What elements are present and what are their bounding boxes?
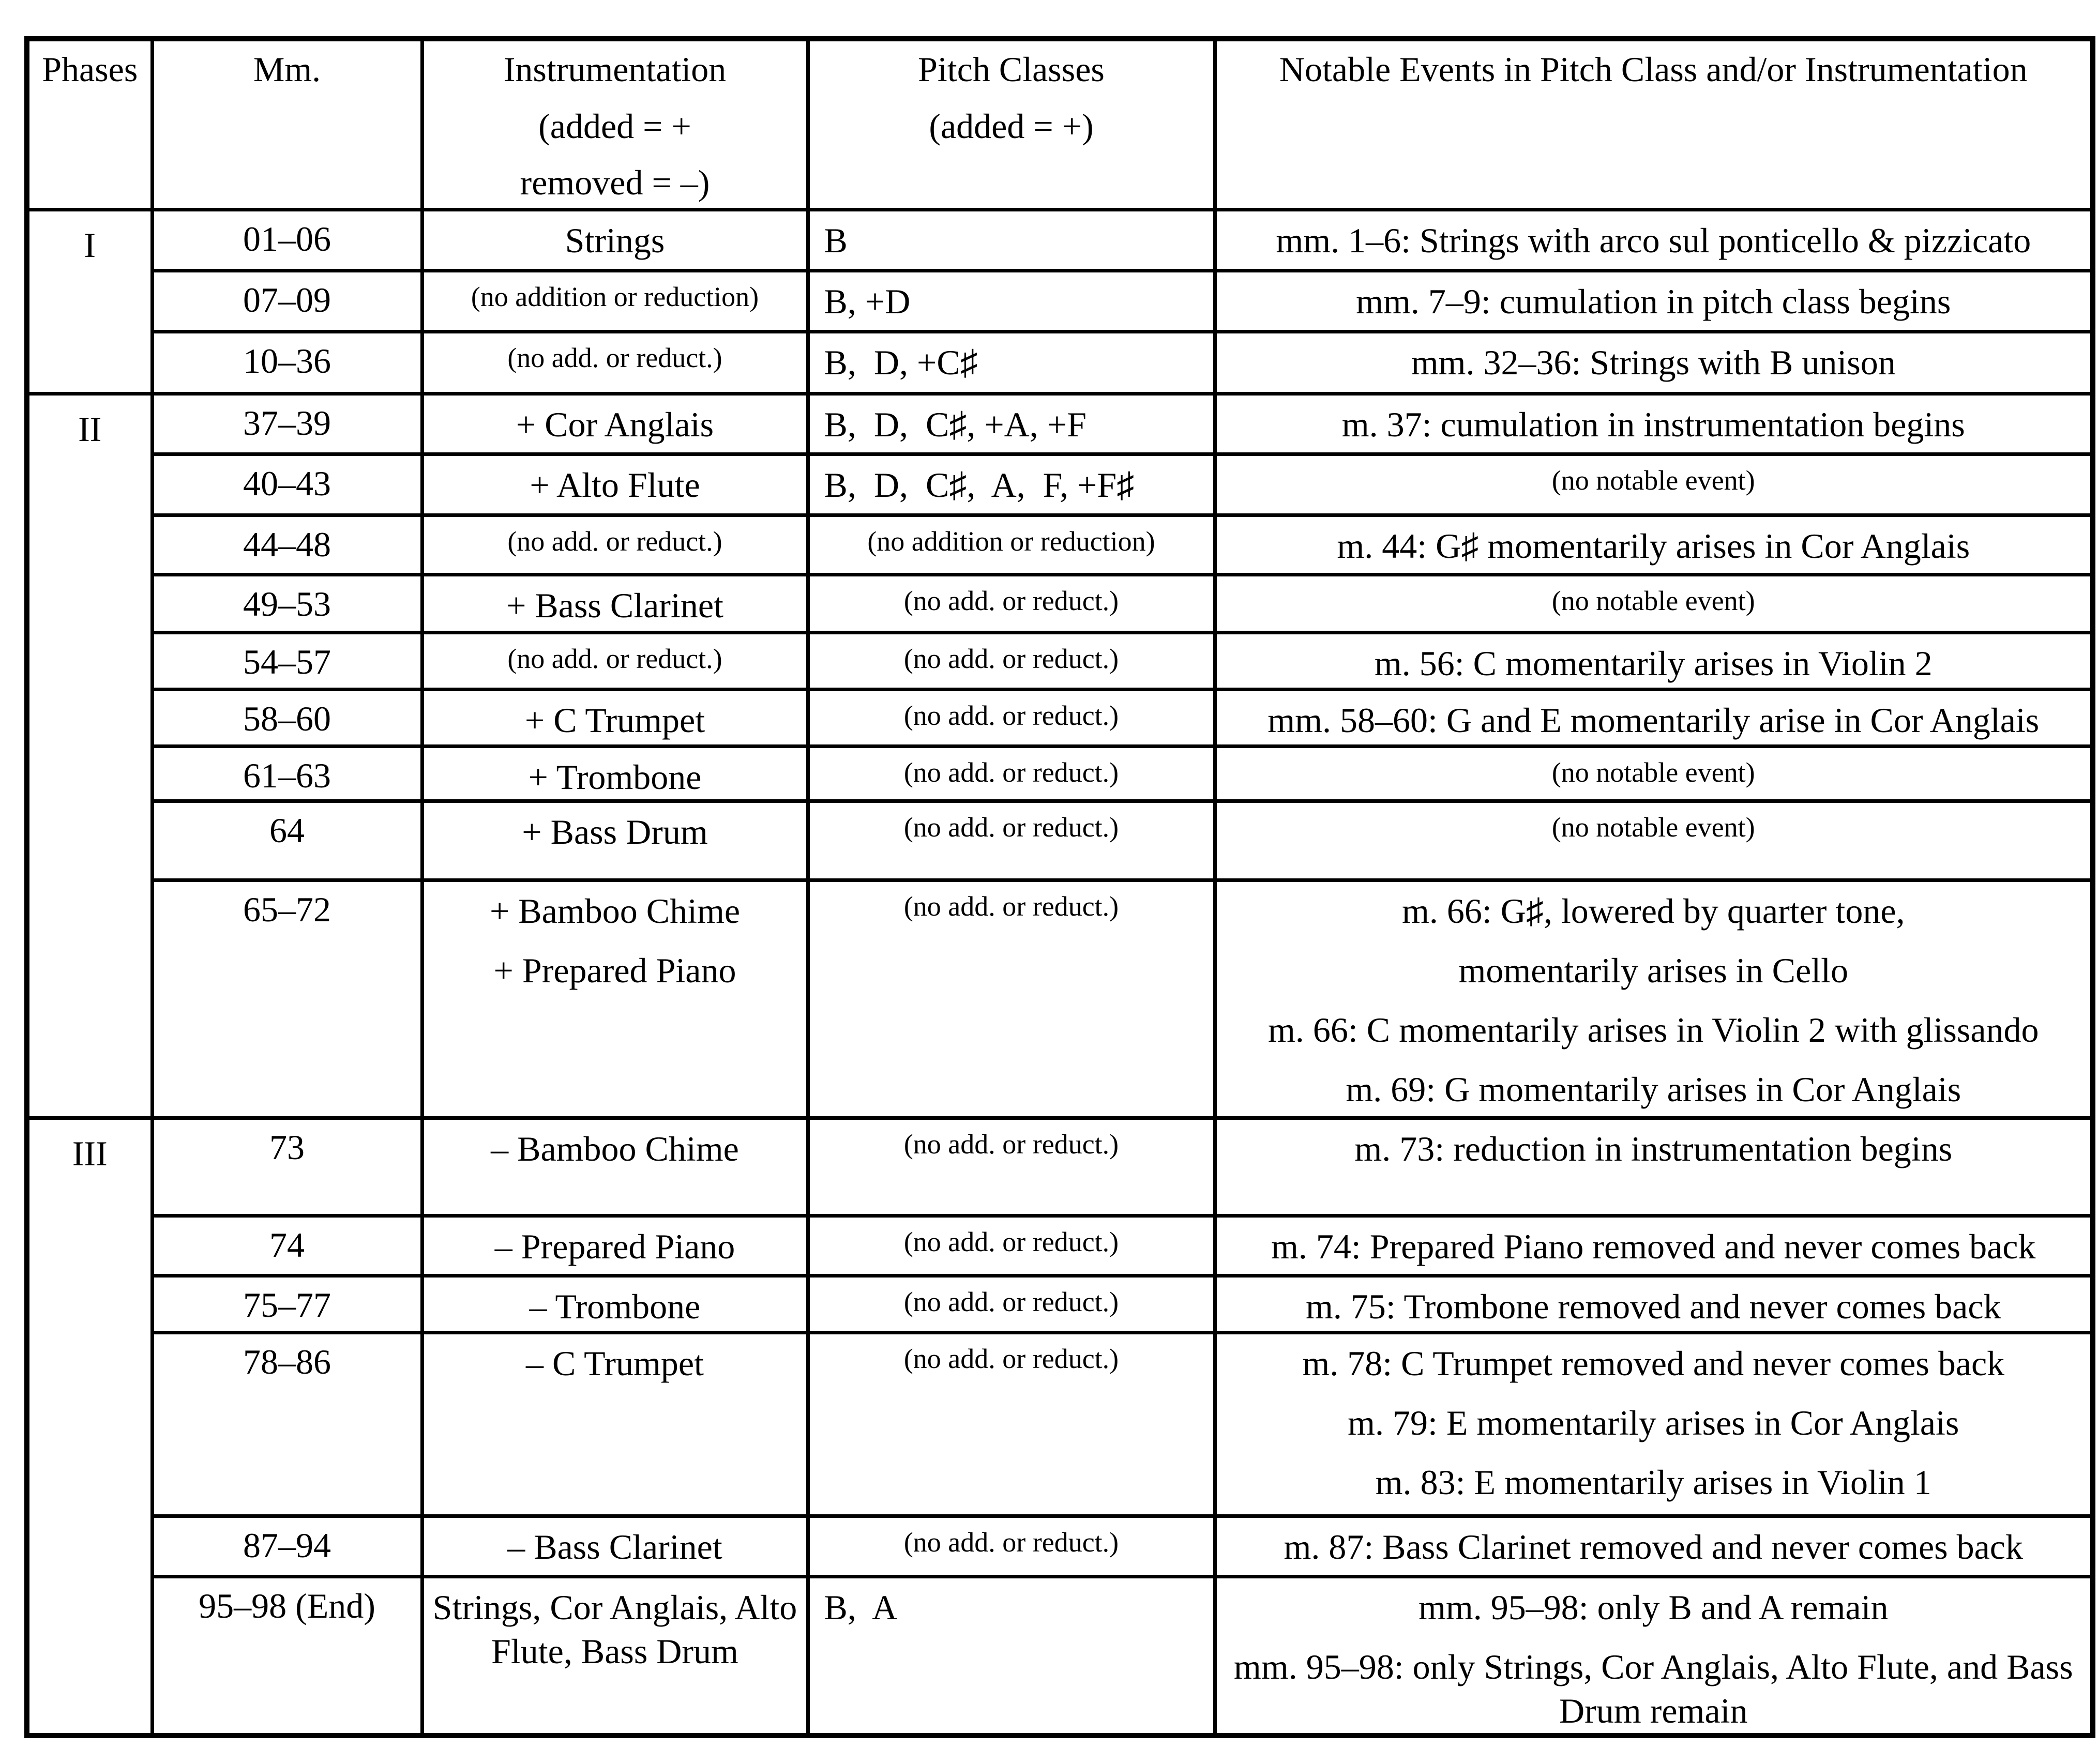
text-line: + Bamboo Chime — [489, 891, 741, 931]
instrumentation-cell — [422, 1332, 808, 1516]
text-line: (added = + — [538, 106, 691, 146]
table-row — [27, 270, 2093, 331]
pitch-classes-cell — [808, 746, 1215, 801]
text-line: Phases — [42, 50, 138, 89]
measures-cell: 44–48 — [152, 515, 422, 574]
text-line: (no add. or reduct.) — [903, 585, 1119, 616]
pitch-classes-cell — [808, 1576, 1215, 1736]
pitch-classes-cell — [808, 801, 1215, 880]
text-line: m. 66: G♯, lowered by quarter tone, — [1401, 891, 1905, 931]
measures-cell: 95–98 (End) — [152, 1576, 422, 1736]
pitch-classes-cell — [808, 393, 1215, 454]
measures-cell: 49–53 — [152, 574, 422, 632]
text-line: B — [824, 220, 848, 260]
pitch-classes-cell — [808, 1332, 1215, 1516]
text-line: Mm. — [253, 50, 321, 89]
pitch-classes-cell — [808, 1118, 1215, 1215]
notable-events-cell — [1215, 1576, 2093, 1736]
text-line: mm. 32–36: Strings with B unison — [1411, 342, 1896, 382]
measures-cell: 40–43 — [152, 454, 422, 515]
text-line: m. 44: G♯ momentarily arises in Cor Anglais — [1337, 526, 1970, 566]
text-line: m. 75: Trombone removed and never comes back — [1305, 1286, 2001, 1326]
text-line: (no add. or reduct.) — [507, 525, 722, 557]
measures-cell: 73 — [152, 1118, 422, 1215]
notable-events-cell — [1215, 515, 2093, 574]
pitch-classes-cell — [808, 1275, 1215, 1332]
phase-label-cell: II — [27, 393, 152, 1118]
table-row — [27, 1118, 2093, 1215]
notable-events-cell — [1215, 801, 2093, 880]
notable-events-cell — [1215, 1332, 2093, 1516]
text-line: mm. 1–6: Strings with arco sul ponticello & pizzicato — [1276, 220, 2031, 260]
notable-events-cell — [1215, 689, 2093, 746]
table-row — [27, 331, 2093, 393]
text-line: – Bamboo Chime — [491, 1129, 739, 1168]
notable-events-cell — [1215, 209, 2093, 270]
text-line: (no add. or reduct.) — [903, 1226, 1119, 1257]
col-header-mm — [152, 39, 422, 209]
text-line: (added = +) — [929, 106, 1094, 146]
table-row — [27, 1516, 2093, 1576]
text-line: (no add. or reduct.) — [903, 1526, 1119, 1558]
text-line: Strings, Cor Anglais, Alto Flute, Bass Drum — [432, 1587, 797, 1671]
text-line: (no addition or reduction) — [867, 525, 1155, 557]
instrumentation-cell — [422, 1516, 808, 1576]
header-row — [27, 39, 2093, 209]
text-line: m. 79: E momentarily arises in Cor Anglais — [1348, 1403, 1959, 1442]
text-line: (no add. or reduct.) — [903, 756, 1119, 788]
text-line: (no add. or reduct.) — [903, 890, 1119, 922]
table-row — [27, 1215, 2093, 1275]
text-line: Strings — [565, 220, 665, 260]
table-row — [27, 801, 2093, 880]
measures-cell: 37–39 — [152, 393, 422, 454]
text-line: m. 69: G momentarily arises in Cor Anglais — [1346, 1069, 1961, 1109]
text-line: m. 78: C Trumpet removed and never comes back — [1302, 1343, 2005, 1383]
text-line: m. 37: cumulation in instrumentation begins — [1341, 404, 1965, 444]
measures-cell: 75–77 — [152, 1275, 422, 1332]
table-body — [27, 209, 2093, 1736]
text-line: m. 73: reduction in instrumentation begins — [1354, 1129, 1953, 1168]
text-line: – Trombone — [529, 1286, 701, 1326]
text-line: + Cor Anglais — [516, 404, 714, 444]
pitch-classes-cell — [808, 1516, 1215, 1576]
text-line: B, D, C♯, +A, +F — [824, 404, 1086, 444]
instrumentation-cell — [422, 209, 808, 270]
text-line: – C Trumpet — [526, 1343, 704, 1383]
instrumentation-cell — [422, 1118, 808, 1215]
text-line: mm. 95–98: only Strings, Cor Anglais, Alto Flute, and Bass Drum remain — [1233, 1647, 2073, 1730]
text-line: (no notable event) — [1551, 756, 1755, 788]
notable-events-cell — [1215, 746, 2093, 801]
text-line: m. 74: Prepared Piano removed and never comes back — [1271, 1226, 2036, 1266]
notable-events-cell — [1215, 270, 2093, 331]
text-line: removed = –) — [520, 163, 710, 203]
notable-events-cell — [1215, 1275, 2093, 1332]
text-line: (no notable event) — [1551, 585, 1755, 616]
text-line: – Bass Clarinet — [507, 1527, 722, 1567]
text-line: m. 56: C momentarily arises in Violin 2 — [1374, 643, 1933, 683]
table-row — [27, 515, 2093, 574]
pitch-classes-cell — [808, 270, 1215, 331]
table-header — [27, 39, 2093, 209]
text-line: mm. 95–98: only B and A remain — [1418, 1587, 1889, 1627]
table-row — [27, 689, 2093, 746]
notable-events-cell — [1215, 632, 2093, 689]
text-line: B, D, +C♯ — [824, 342, 978, 382]
instrumentation-cell — [422, 454, 808, 515]
col-header-events — [1215, 39, 2093, 209]
table-row — [27, 632, 2093, 689]
table-row — [27, 574, 2093, 632]
instrumentation-cell — [422, 801, 808, 880]
instrumentation-cell — [422, 393, 808, 454]
measures-cell: 54–57 — [152, 632, 422, 689]
pitch-classes-cell — [808, 689, 1215, 746]
phase-label-cell: I — [27, 209, 152, 393]
instrumentation-cell — [422, 880, 808, 1118]
table-row — [27, 746, 2093, 801]
text-line: Instrumentation — [503, 50, 727, 89]
text-line: Notable Events in Pitch Class and/or Instrumentation — [1279, 50, 2028, 89]
notable-events-cell — [1215, 454, 2093, 515]
text-line: + Bass Clarinet — [506, 585, 723, 625]
notable-events-cell — [1215, 1516, 2093, 1576]
pitch-classes-cell — [808, 632, 1215, 689]
text-line: m. 87: Bass Clarinet removed and never comes back — [1284, 1527, 2023, 1567]
notable-events-cell — [1215, 1118, 2093, 1215]
measures-cell: 10–36 — [152, 331, 422, 393]
table-row — [27, 1332, 2093, 1516]
notable-events-cell — [1215, 574, 2093, 632]
notable-events-cell — [1215, 331, 2093, 393]
instrumentation-cell — [422, 515, 808, 574]
pitch-classes-cell — [808, 880, 1215, 1118]
instrumentation-cell — [422, 689, 808, 746]
measures-cell: 87–94 — [152, 1516, 422, 1576]
measures-cell: 07–09 — [152, 270, 422, 331]
instrumentation-cell — [422, 746, 808, 801]
measures-cell: 61–63 — [152, 746, 422, 801]
text-line: (no add. or reduct.) — [903, 1343, 1119, 1374]
table-row — [27, 1576, 2093, 1736]
col-header-phases — [27, 39, 152, 209]
text-line: B, D, C♯, A, F, +F♯ — [824, 465, 1135, 505]
text-line: (no add. or reduct.) — [507, 643, 722, 674]
instrumentation-cell — [422, 331, 808, 393]
measures-cell: 78–86 — [152, 1332, 422, 1516]
pitch-classes-cell — [808, 209, 1215, 270]
table-row — [27, 454, 2093, 515]
text-line: m. 83: E momentarily arises in Violin 1 — [1375, 1462, 1931, 1502]
notable-events-cell — [1215, 1215, 2093, 1275]
text-line: m. 66: C momentarily arises in Violin 2 with glissando — [1267, 1010, 2039, 1050]
text-line: (no notable event) — [1551, 464, 1755, 496]
text-line: (no add. or reduct.) — [903, 643, 1119, 674]
text-line: (no add. or reduct.) — [903, 1286, 1119, 1317]
phase-analysis-table — [24, 36, 2095, 1738]
text-line: mm. 7–9: cumulation in pitch class begins — [1356, 281, 1951, 321]
instrumentation-cell — [422, 1215, 808, 1275]
notable-events-cell — [1215, 393, 2093, 454]
text-line: (no add. or reduct.) — [507, 342, 722, 373]
measures-cell: 58–60 — [152, 689, 422, 746]
instrumentation-cell — [422, 574, 808, 632]
instrumentation-cell — [422, 632, 808, 689]
text-line: + Trombone — [528, 757, 702, 797]
measures-cell: 01–06 — [152, 209, 422, 270]
instrumentation-cell — [422, 1576, 808, 1736]
pitch-classes-cell — [808, 515, 1215, 574]
text-line: B, +D — [824, 281, 911, 321]
pitch-classes-cell — [808, 574, 1215, 632]
table-row — [27, 880, 2093, 1118]
instrumentation-cell — [422, 270, 808, 331]
measures-cell: 65–72 — [152, 880, 422, 1118]
text-line: B, A — [824, 1587, 898, 1627]
text-line: Pitch Classes — [918, 50, 1105, 89]
col-header-pitch-classes — [808, 39, 1215, 209]
text-line: momentarily arises in Cello — [1458, 950, 1848, 990]
notable-events-cell — [1215, 880, 2093, 1118]
table-row — [27, 1275, 2093, 1332]
text-line: (no add. or reduct.) — [903, 811, 1119, 843]
text-line: – Prepared Piano — [494, 1226, 735, 1266]
table-row — [27, 393, 2093, 454]
text-line: + Alto Flute — [530, 465, 700, 505]
text-line: (no add. or reduct.) — [903, 1128, 1119, 1160]
text-line: + C Trumpet — [524, 700, 705, 740]
text-line: (no notable event) — [1551, 811, 1755, 843]
text-line: (no add. or reduct.) — [903, 699, 1119, 731]
text-line: (no addition or reduction) — [471, 281, 759, 312]
col-header-instrumentation — [422, 39, 808, 209]
measures-cell: 64 — [152, 801, 422, 880]
pitch-classes-cell — [808, 454, 1215, 515]
text-line: + Bass Drum — [522, 812, 708, 851]
pitch-classes-cell — [808, 331, 1215, 393]
text-line: + Prepared Piano — [493, 950, 736, 990]
pitch-classes-cell — [808, 1215, 1215, 1275]
phase-label-cell: III — [27, 1118, 152, 1736]
table-row — [27, 209, 2093, 270]
measures-cell: 74 — [152, 1215, 422, 1275]
text-line: mm. 58–60: G and E momentarily arise in Cor Anglais — [1267, 700, 2040, 740]
instrumentation-cell — [422, 1275, 808, 1332]
